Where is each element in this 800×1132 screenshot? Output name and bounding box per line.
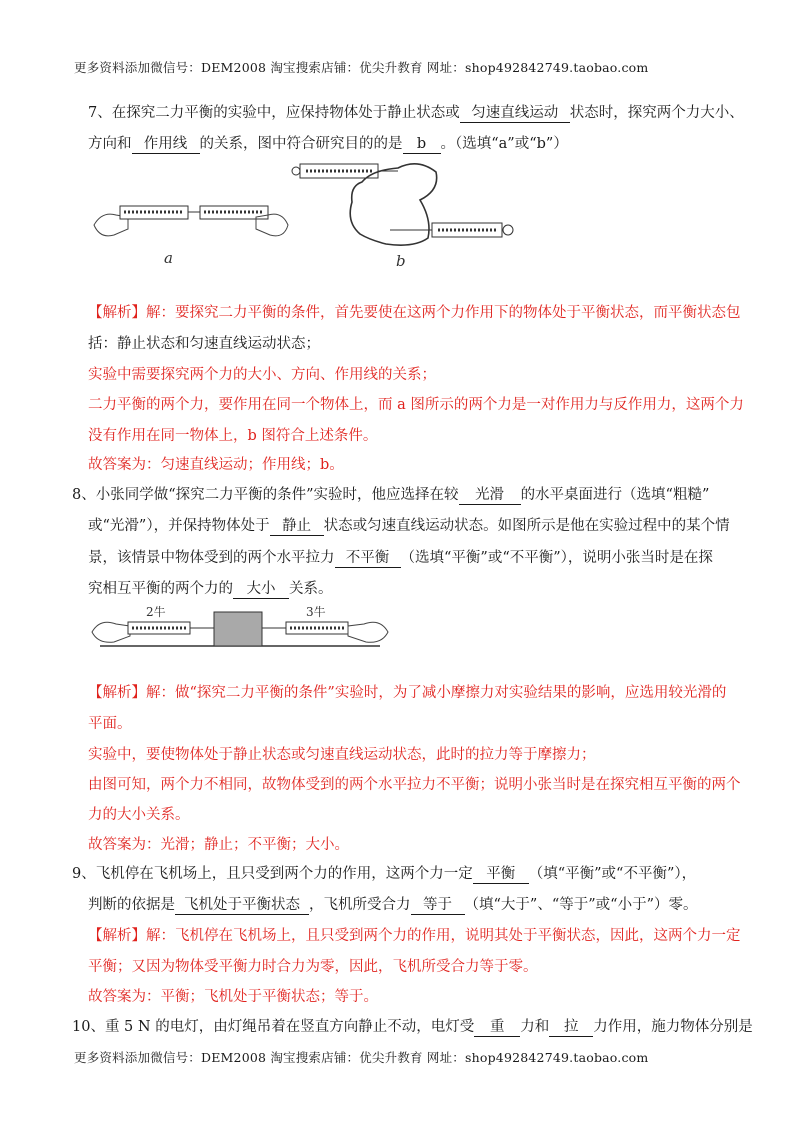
q8-analysis-5: 力的大小关系。	[88, 807, 190, 823]
figure-a-label: a	[164, 249, 173, 267]
analysis-tag: 【解析】	[88, 305, 146, 321]
q8-analysis-3: 实验中，要使物体处于静止状态或匀速直线运动状态，此时的拉力等于摩擦力；	[88, 747, 596, 763]
figure-q8-right-label: 3牛	[306, 605, 326, 619]
q8-analysis-4: 由图可知，两个力不相同，故物体受到的两个水平拉力不平衡；说明小张当时是在探究相互平衡的两个	[88, 777, 741, 793]
q8-line-3: 景，该情景中物体受到的两个水平拉力 不平衡 （选填“平衡”或“不平衡”），说明小张当时是在探	[88, 550, 713, 566]
q7-analysis-2: 括：静止状态和匀速直线运动状态；	[88, 336, 320, 352]
figure-b-label: b	[396, 252, 406, 270]
q9-blank-2: 飞机处于平衡状态	[175, 897, 309, 915]
figure-a	[92, 195, 292, 267]
q8-analysis-1: 【解析】解：做“探究二力平衡的条件”实验时，为了减小摩擦力对实验结果的影响，应选用较光滑的	[88, 685, 727, 701]
q9-analysis-1: 【解析】解：飞机停在飞机场上，且只受到两个力的作用，说明其处于平衡状态，因此，这两个力一定	[88, 928, 741, 944]
q8-blank-3: 不平衡	[335, 550, 401, 568]
q7-blank-3: b	[403, 136, 441, 154]
figure-q8-left-label: 2牛	[146, 605, 166, 619]
q7-blank-2: 作用线	[132, 136, 200, 154]
page-header: 更多资料添加微信号：DEM2008 淘宝搜索店铺：优尖升教育 网址：shop492842749.taobao.com	[74, 60, 649, 75]
q10-blank-1: 重	[474, 1019, 520, 1037]
q9-answer: 故答案为：平衡；飞机处于平衡状态；等于。	[88, 989, 378, 1005]
q9-analysis-2: 平衡；又因为物体受平衡力时合力为零，因此，飞机所受合力等于零。	[88, 959, 538, 975]
q8-blank-2: 静止	[270, 518, 324, 536]
analysis-tag: 【解析】	[88, 928, 146, 944]
q8-answer: 故答案为：光滑；静止；不平衡；大小。	[88, 837, 349, 853]
figure-b	[290, 160, 520, 272]
q7-line-1: 7、在探究二力平衡的实验中，应保持物体处于静止状态或 匀速直线运动 状态时，探究两个力大小、	[88, 105, 744, 121]
q8-blank-4: 大小	[233, 581, 289, 599]
q8-line-2: 或“光滑”），并保持物体处于 静止 状态或匀速直线运动状态。如图所示是他在实验过程中的某个情	[88, 518, 730, 534]
q8-line-1: 8、小张同学做“探究二力平衡的条件”实验时，他应选择在较 光滑 的水平桌面进行（选填“粗糙”	[72, 487, 710, 503]
q7-blank-1: 匀速直线运动	[460, 105, 570, 123]
page-footer: 更多资料添加微信号：DEM2008 淘宝搜索店铺：优尖升教育 网址：shop492842749.taobao.com	[74, 1050, 649, 1065]
q9-line-1: 9、飞机停在飞机场上，且只受到两个力的作用，这两个力一定 平衡 （填“平衡”或“不平衡”），	[72, 866, 697, 882]
analysis-tag: 【解析】	[88, 685, 146, 701]
q7-line-2: 方向和 作用线 的关系，图中符合研究目的的是 b 。（选填“a”或“b”）	[88, 136, 568, 152]
figure-q8	[90, 602, 390, 654]
q9-blank-3: 等于	[411, 897, 465, 915]
q10-line-1: 10、重 5 N 的电灯，由灯绳吊着在竖直方向静止不动，电灯受 重 力和 拉 力作用，施力物体分别是	[72, 1019, 753, 1035]
q9-line-2: 判断的依据是 飞机处于平衡状态 ，飞机所受合力 等于 （填“大于”、“等于”或“小于”）零。	[88, 897, 698, 913]
q10-blank-2: 拉	[549, 1019, 593, 1037]
q8-line-4: 究相互平衡的两个力的 大小 关系。	[88, 581, 333, 597]
q7-analysis-1: 【解析】解：要探究二力平衡的条件，首先要使在这两个力作用下的物体处于平衡状态，而平衡状态包	[88, 305, 741, 321]
q7-analysis-5: 没有作用在同一物体上，b 图符合上述条件。	[88, 428, 378, 444]
q7-analysis-3: 实验中需要探究两个力的大小、方向、作用线的关系；	[88, 367, 436, 383]
q8-analysis-2: 平面。	[88, 716, 132, 732]
q7-analysis-4: 二力平衡的两个力，要作用在同一个物体上，而 a 图所示的两个力是一对作用力与反作用力，这两个力	[88, 397, 744, 413]
q8-blank-1: 光滑	[459, 487, 521, 505]
q9-blank-1: 平衡	[473, 866, 529, 884]
q7-answer: 故答案为：匀速直线运动；作用线；b。	[88, 457, 344, 473]
